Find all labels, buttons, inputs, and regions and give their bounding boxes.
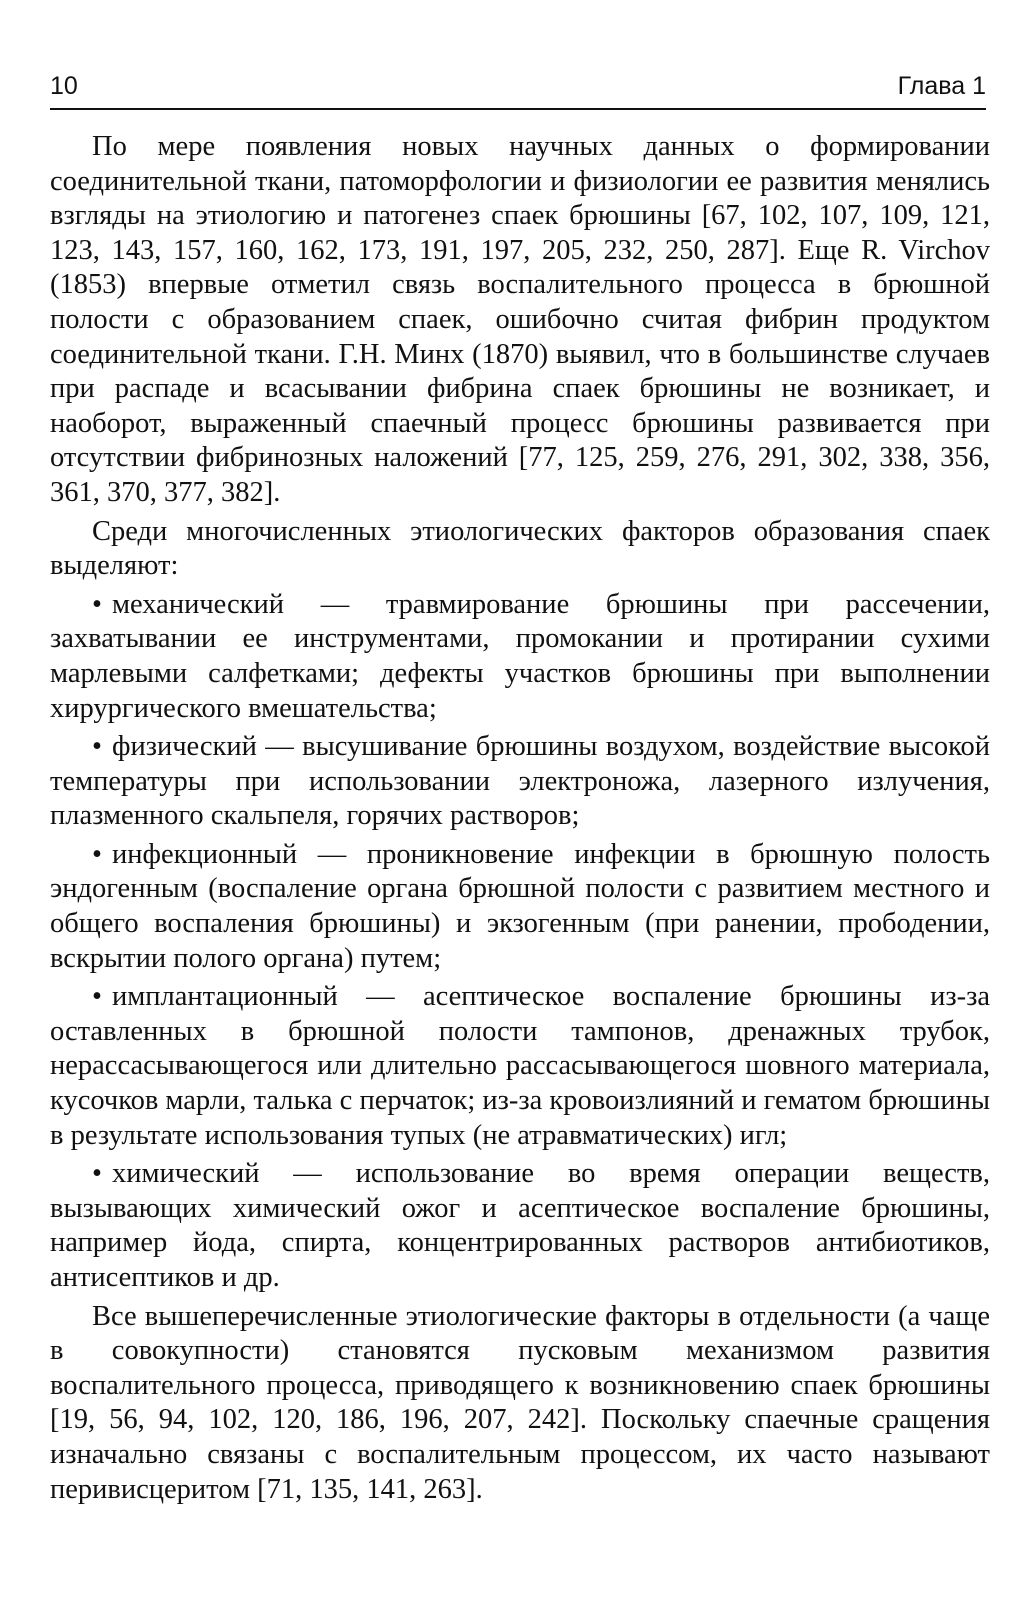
list-item-text: химический — использование во время операции веществ, вызывающих химический ожог и асептическое воспаление брюшины, например йода, спирта, концентрированных растворов антибиотиков, антисептиков и др.: [50, 1158, 990, 1293]
list-item: [50, 838, 990, 976]
list-item-text: физический — высушивание брюшины воздухом, воздействие высокой температуры при использовании электроножа, лазерного излучения, плазменного скальпеля, горячих растворов;: [50, 731, 990, 832]
list-item-text: механический — травмирование брюшины при рассечении, захватывании ее инструментами, промокании и протирании сухими марлевыми салфетками; дефекты участков брюшины при выполнении хирургического вмешательства;: [50, 588, 990, 724]
paragraph: Все вышеперечисленные этиологические факторы в отдельности (а чаще в совокупности) становятся пусковым механизмом развития воспалительного процесса, приводящего к возникновению спаек брюшины [19, 56, 94, 102, 120, 186, 196, 207, 242]. Поскольку спаечные сращения изначально связаны с воспалительным процессом, их часто называют перивисцеритом [71, 135, 141, 263].: [50, 1300, 990, 1505]
list-item-text: инфекционный — проникновение инфекции в брюшную полость эндогенным (воспаление органа брюшной полости с развитием местного и общего воспаления брюшины) и экзогенным (при ранении, прободении, вскрытии полого органа) путем;: [50, 838, 990, 974]
list-item: [50, 980, 990, 1153]
list-item-text: имплантационный — асептическое воспаление брюшины из-за оставленных в брюшной полости тампонов, дренажных трубок, нерассасывающегося или длительно рассасывающегося шовного материала, кусочков марли, талька с перчаток; из-за кровоизлияний и гематом брюшины в результате использования тупых (не атравматических) игл;: [50, 981, 990, 1151]
paragraph: Среди многочисленных этиологических факторов образования спаек выделяют:: [50, 515, 990, 582]
list-item: [50, 730, 990, 834]
paragraph: По мере появления новых научных данных о формировании соединительной ткани, патоморфологии и физиологии ее развития менялись взгляды на этиологию и патогенез спаек брюшины [67, 102, 107, 109, 121, 123, 143, 157, 160, 162, 173, 191, 197, 205, 232, 250, 287]. Еще R. Virchov (1853) впервые отметил связь воспалительного процесса в брюшной полости с образованием спаек, ошибочно считая фибрин продуктом соединительной ткани. Г.Н. Минх (1870) выявил, что в большинстве случаев при распаде и всасывании фибрина спаек брюшины не возникает, и наоборот, выраженный спаечный процесс брюшины развивается при отсутствии фибринозных наложений [77, 125, 259, 276, 291, 302, 338, 356, 361, 370, 377, 382].: [50, 131, 990, 508]
bullet-icon: •: [92, 981, 102, 1013]
bullet-icon: •: [92, 731, 102, 763]
page-number: 10: [50, 72, 78, 100]
list-item: [50, 588, 990, 726]
bullet-icon: •: [92, 1158, 102, 1190]
body-text: [50, 130, 990, 1507]
chapter-title: Глава 1: [897, 72, 986, 100]
list-item: [50, 1157, 990, 1295]
running-header: [50, 68, 986, 110]
bullet-icon: •: [92, 838, 102, 870]
bullet-icon: •: [92, 588, 102, 620]
